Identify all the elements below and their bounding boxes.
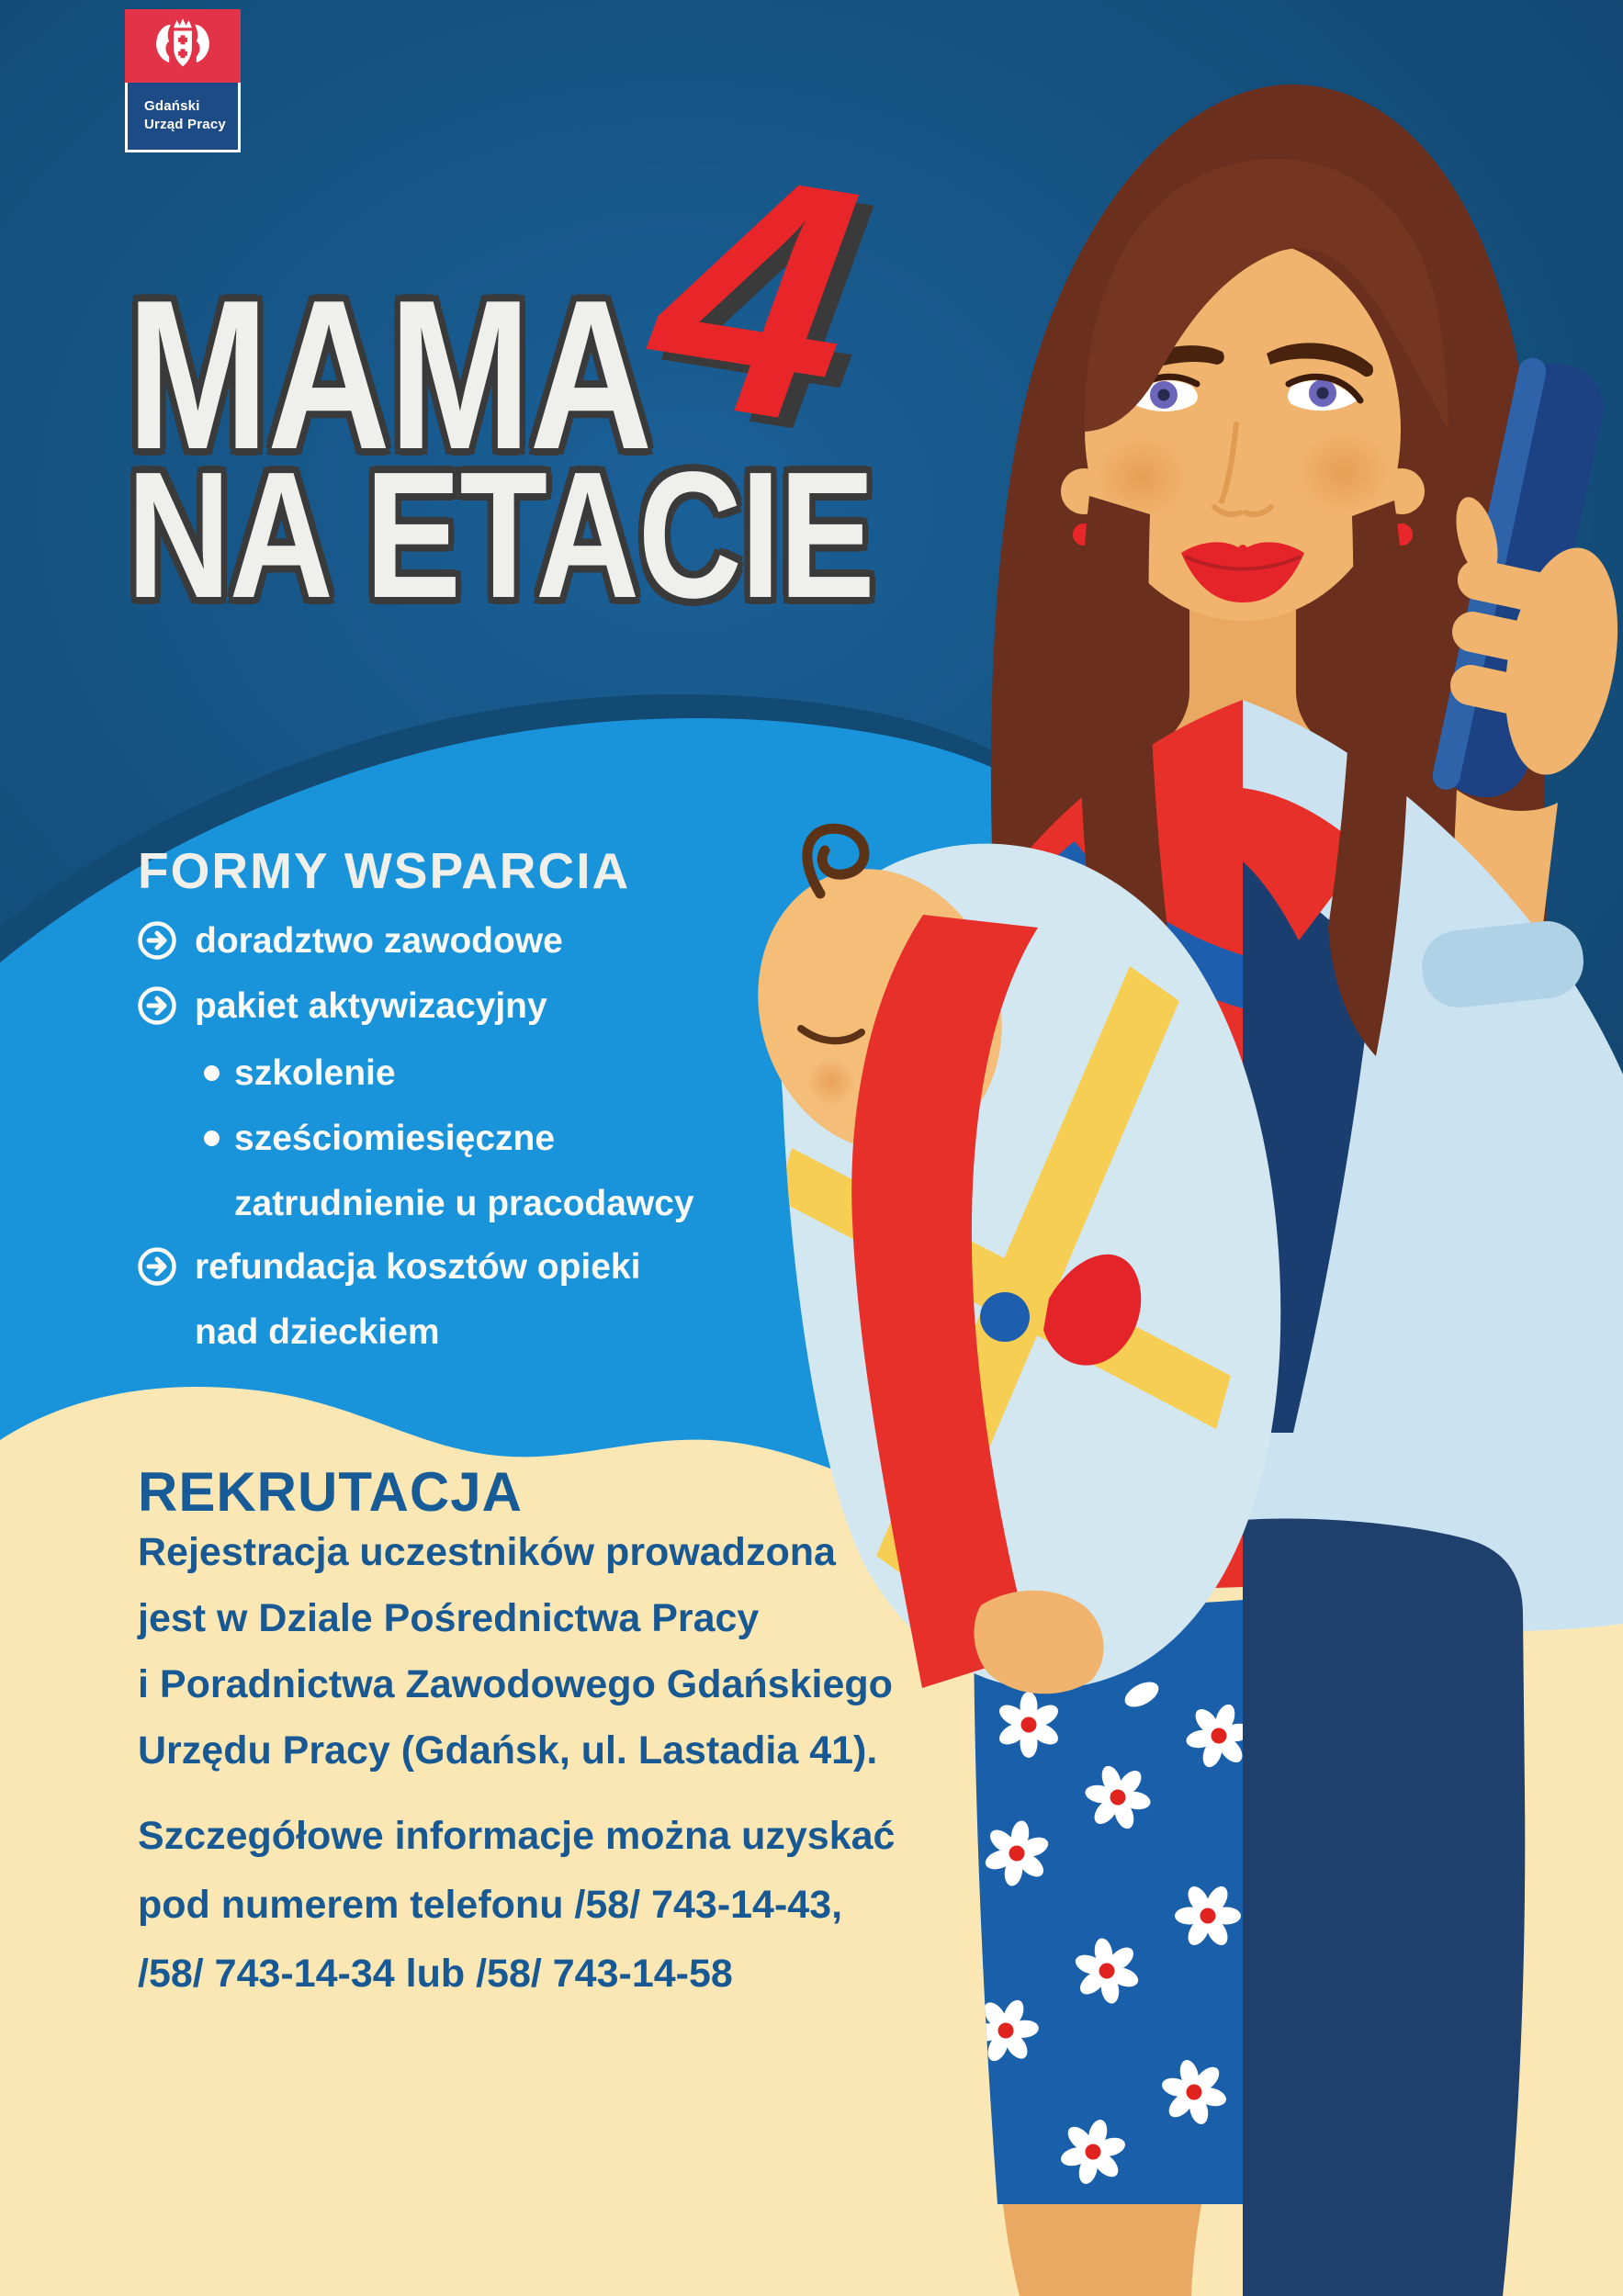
recruitment-line: Urzędu Pracy (Gdańsk, ul. Lastadia 41). — [138, 1728, 878, 1773]
phone-info-line: pod numerem telefonu /58/ 743-14-43, — [138, 1883, 843, 1927]
support-item-continuation — [195, 1311, 440, 1354]
support-item-label: sześciomiesięczne — [234, 1119, 556, 1158]
logo-line1: Gdański — [144, 98, 200, 114]
recruitment-line: i Poradnictwa Zawodowego Gdańskiego — [138, 1662, 893, 1706]
support-item-label: doradztwo zawodowe — [195, 921, 563, 961]
title-mama: MAMA — [127, 256, 651, 494]
support-item-label: refundacja kosztów opieki — [195, 1247, 641, 1287]
leg — [1003, 2204, 1201, 2296]
gdansk-crest-icon — [141, 16, 225, 76]
support-item-label: nad dzieckiem — [195, 1312, 440, 1352]
arrow-circle-icon — [138, 921, 176, 960]
title-na-etacie: NA ETACIE — [127, 434, 874, 636]
bullet-dot-icon — [204, 1131, 220, 1146]
support-subitem — [204, 1052, 396, 1095]
recruitment-line: Rejestracja uczestników prowadzona — [138, 1530, 836, 1574]
arrow-circle-icon — [138, 1247, 176, 1286]
recruitment-heading: REKRUTACJA — [138, 1461, 523, 1523]
support-item-label: zatrudnienie u pracodawcy — [234, 1184, 694, 1223]
bullet-dot-icon — [204, 1065, 220, 1081]
recruitment-line: jest w Dziale Pośrednictwa Pracy — [138, 1596, 760, 1640]
support-item — [138, 985, 547, 1028]
support-item — [138, 920, 563, 962]
support-heading: FORMY WSPARCIA — [138, 842, 631, 899]
phone-info-line: /58/ 743-14-34 lub /58/ 743-14-58 — [138, 1952, 733, 1996]
support-item — [138, 1246, 640, 1289]
support-item-label: pakiet aktywizacyjny — [195, 986, 547, 1026]
arrow-circle-icon — [138, 986, 176, 1025]
title-number-4: 4 — [633, 94, 878, 497]
logo-flag — [125, 9, 241, 83]
support-subitem-continuation — [234, 1183, 694, 1225]
skirt-navy — [1243, 1519, 1525, 2296]
phone-info-line: Szczegółowe informacje można uzyskać — [138, 1814, 896, 1858]
support-subitem — [204, 1118, 555, 1160]
support-item-label: szkolenie — [234, 1053, 396, 1093]
cheek-blush — [1296, 430, 1392, 514]
logo-line2: Urząd Pracy — [144, 117, 226, 132]
logo — [125, 9, 241, 152]
logo-text — [125, 83, 241, 152]
